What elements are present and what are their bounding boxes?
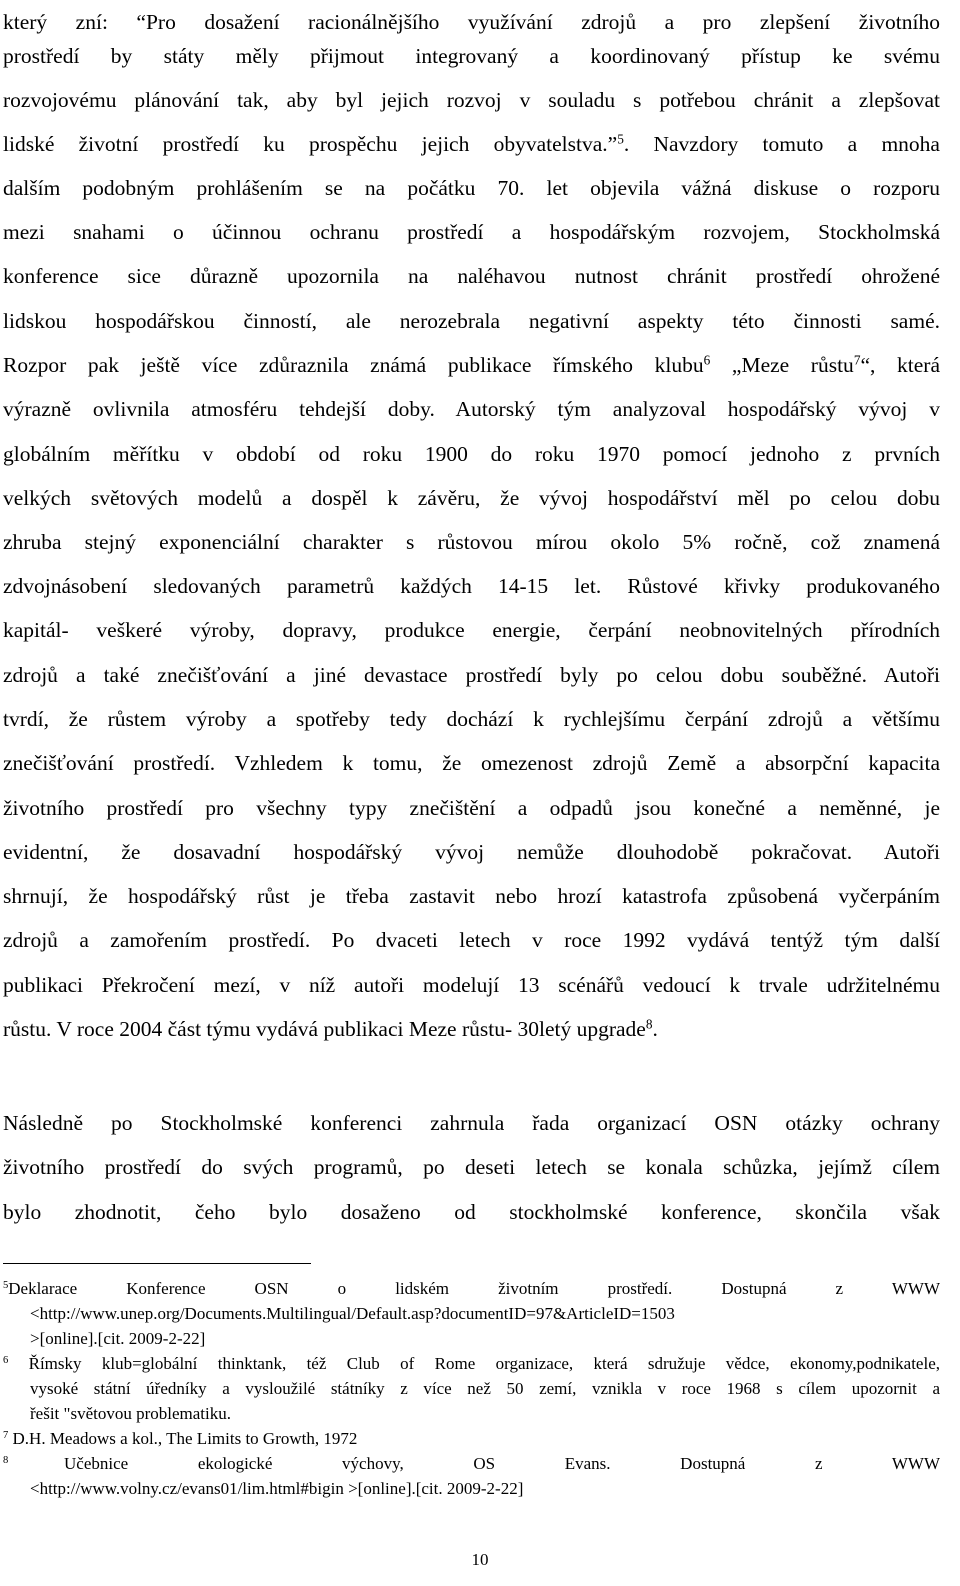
text-line: zdrojů a zamořením prostředí. Po dvaceti letech v roce 1992 vydává tentýž tým další [3, 928, 940, 952]
text-line: mezi snahami o účinnou ochranu prostředí a hospodářským rozvojem, Stockholmská [3, 220, 940, 244]
text-line: zdrojů a také znečišťování a jiné devastace prostředí byly po celou dobu souběžné. Autoři [3, 663, 940, 687]
text-line [3, 1007, 940, 1051]
text-line: který zní: “Pro dosažení racionálnějšího využívání zdrojů a pro zlepšení životního [3, 10, 940, 34]
text-line: velkých světových modelů a dospěl k závěru, že vývoj hospodářství měl po celou dobu [3, 486, 940, 510]
text-line: znečišťování prostředí. Vzhledem k tomu, že omezenost zdrojů Země a absorpční kapacita [3, 751, 940, 775]
text-run: „Meze růstu [710, 353, 854, 377]
text-line: evidentní, že dosavadní hospodářský vývoj nemůže dlouhodobě pokračovat. Autoři [3, 840, 940, 864]
text-line: konference sice důrazně upozornila na naléhavou nutnost chránit prostředí ohrožené [3, 264, 940, 288]
text-line: prostředí by státy měly přijmout integrovaný a koordinovaný přístup ke svému [3, 44, 940, 68]
footnote-5 [3, 1277, 940, 1301]
footnote-ref-6[interactable]: 6 [703, 352, 711, 368]
footnote-ref-7[interactable]: 7 [853, 352, 861, 368]
text-line: zdvojnásobení sledovaných parametrů každých 14-15 let. Růstové křivky produkovaného [3, 574, 940, 598]
text-line: rozvojovému plánování tak, aby byl jejich rozvoj v souladu s potřebou chránit a zlepšovat [3, 88, 940, 112]
text-line: životního prostředí pro všechny typy znečištění a odpadů jsou konečné a neměnné, je [3, 796, 940, 820]
text-line: Následně po Stockholmské konferenci zahrnula řada organizací OSN otázky ochrany [3, 1111, 940, 1135]
footnote-number: 5 [3, 1280, 9, 1292]
text-line: dalším podobným prohlášením se na počátku 70. let objevila vážná diskuse o rozporu [3, 176, 940, 200]
footnote-6 [3, 1352, 940, 1376]
footnote-text: D.H. Meadows a kol., The Limits to Growth, 1972 [8, 1429, 358, 1448]
text-run: Rozpor pak ještě více zdůraznila známá publikace římského klubu [3, 353, 704, 377]
text-line: kapitál- veškeré výroby, dopravy, produkce energie, čerpání neobnovitelných přírodních [3, 618, 940, 642]
text-line: bylo zhodnotit, čeho bylo dosaženo od stockholmské konference, skončila však [3, 1200, 940, 1224]
text-run: růstu. V roce 2004 část týmu vydává publikaci Meze růstu- 30letý upgrade [3, 1017, 646, 1041]
text-line: výrazně ovlivnila atmosféru tehdejší doby. Autorský tým analyzoval hospodářský vývoj v [3, 397, 940, 421]
page-number: 10 [471, 1550, 489, 1569]
footnote-text: Učebnice ekologické výchovy, OS Evans. Dostupná z WWW [64, 1454, 940, 1473]
text-line [3, 122, 940, 166]
footnote-8 [3, 1452, 33, 1476]
text-line: globálním měřítku v období od roku 1900 do roku 1970 pomocí jednoho z prvních [3, 442, 940, 466]
footnote-7 [3, 1427, 940, 1451]
text-run: . [652, 1017, 658, 1041]
text-run: . Navzdory tomuto a mnoha [623, 132, 940, 156]
footnote-separator [3, 1263, 311, 1264]
footnote-text: řešit "světovou problematiku. [30, 1404, 231, 1423]
footnote-number: 7 [3, 1430, 9, 1442]
text-run: “, která [860, 353, 940, 377]
text-line: tvrdí, že růstem výroby a spotřeby tedy dochází k rychlejšímu čerpání zdrojů a většímu [3, 707, 940, 731]
footnote-text: Římsky klub=globální thinktank, též Club of Rome organizace, která sdružuje vědce, ekonomy,podnikatele, [8, 1354, 940, 1373]
text-line: shrnují, že hospodářský růst je třeba zastavit nebo hrozí katastrofa způsobená vyčerpáním [3, 884, 940, 908]
text-line: zhruba stejný exponenciální charakter s růstovou mírou okolo 5% ročně, což znamená [3, 530, 940, 554]
footnote-number: 6 [3, 1355, 9, 1367]
footnote-text: Deklarace Konference OSN o lidském životním prostředí. Dostupná z WWW [8, 1279, 940, 1298]
footnote-5-url[interactable]: <http://www.unep.org/Documents.Multilingual/Default.asp?documentID=97&ArticleID=1503 [30, 1304, 675, 1323]
footnote-ref-8[interactable]: 8 [645, 1016, 653, 1032]
footnote-text: >[online].[cit. 2009-2-22] [30, 1329, 206, 1348]
footnote-8-url[interactable]: <http://www.volny.cz/evans01/lim.html#bigin >[online].[cit. 2009-2-22] [30, 1479, 524, 1498]
text-line [3, 343, 940, 387]
text-line: publikaci Překročení mezí, v níž autoři modelují 13 scénářů vedoucí k trvale udržitelnému [3, 973, 940, 997]
footnote-text: vysoké státní úředníky a vysloužilé státníky z více než 50 zemí, vznikla v roce 1968 s cílem upozornit a [30, 1379, 940, 1398]
text-line: lidskou hospodářskou činností, ale nerozebrala negativní aspekty této činnosti samé. [3, 309, 940, 333]
text-run: lidské životní prostředí ku prospěchu jejich obyvatelstva.” [3, 132, 618, 156]
text-line: životního prostředí do svých programů, po deseti letech se konala schůzka, jejímž cílem [3, 1155, 940, 1179]
footnote-ref-5[interactable]: 5 [617, 131, 624, 147]
footnote-number: 8 [3, 1455, 9, 1467]
